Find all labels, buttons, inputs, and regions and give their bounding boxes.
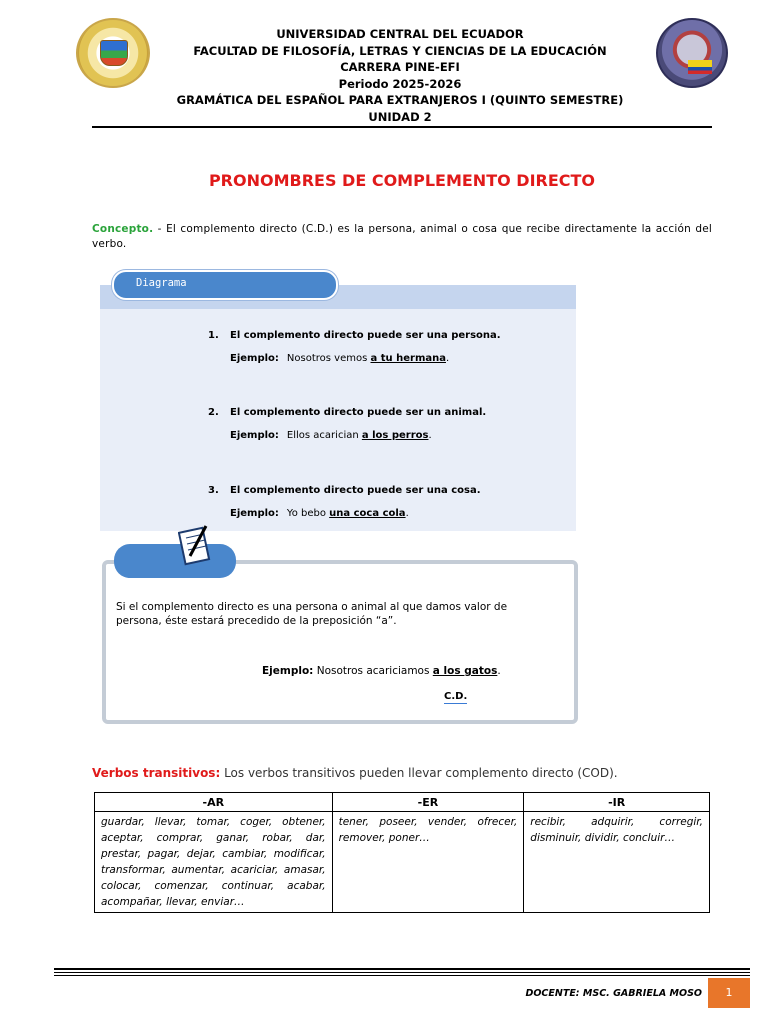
diagram-label: Diagrama [112, 270, 338, 300]
concept-text: - El complemento directo (C.D.) es la persona, animal o cosa que recibe directamente la acción del verbo. [92, 223, 712, 250]
example-label: Ejemplo: [230, 508, 279, 519]
verbs-description: Los verbos transitivos pueden llevar complemento directo (COD). [220, 766, 618, 780]
note-label-pill [114, 544, 236, 578]
example-end: . [428, 430, 432, 441]
example-text: Ellos acarician [286, 430, 362, 441]
header-divider [92, 126, 712, 128]
footer-divider [54, 975, 750, 976]
item-number: 2. [208, 407, 219, 418]
header-line: GRAMÁTICA DEL ESPAÑOL PARA EXTRANJEROS I (QUINTO SEMESTRE) [176, 93, 624, 107]
page-number: 1 [708, 978, 750, 1008]
table-cell: guardar, llevar, tomar, coger, obtener, aceptar, comprar, ganar, robar, dar, prestar, pagar, dejar, cambiar, modificar, transformar, aumentar, acariciar, amasar, colocar, comenzar, continuar, acabar, acompañar, llevar, enviar… [95, 812, 333, 913]
university-seal-logo [76, 18, 150, 88]
item-example [230, 353, 449, 364]
verbs-label: Verbos transitivos: [92, 766, 221, 780]
direct-object: a tu hermana [370, 353, 446, 364]
cd-annotation: C.D. [444, 691, 468, 702]
column-header: -ER [332, 793, 524, 812]
footer-divider [54, 972, 750, 973]
program-seal-logo [656, 18, 728, 88]
item-example [230, 430, 432, 441]
table-cell: tener, poseer, vender, ofrecer, remover, poner… [332, 812, 524, 913]
example-label: Ejemplo: [230, 430, 279, 441]
transitive-verbs-heading [92, 766, 712, 780]
example-end: . [405, 508, 409, 519]
column-header: -AR [95, 793, 333, 812]
note-example [262, 665, 501, 677]
item-example [230, 508, 409, 519]
document-header [160, 26, 640, 125]
item-text: El complemento directo puede ser un animal. [230, 407, 487, 418]
example-end: . [497, 665, 501, 677]
header-line: UNIDAD 2 [368, 109, 432, 124]
item-text: El complemento directo puede ser una cosa. [230, 485, 481, 496]
verbs-table [94, 792, 710, 913]
notepad-pencil-icon [178, 524, 212, 566]
note-text: Si el complemento directo es una persona o animal al que damos valor de persona, éste estará precedido de la preposición “a”. [116, 601, 508, 627]
column-header: -IR [524, 793, 710, 812]
example-text: Nosotros vemos [286, 353, 371, 364]
table-row [95, 812, 710, 913]
header-line: CARRERA PINE-EFI [340, 60, 460, 74]
table-cell: recibir, adquirir, corregir, disminuir, dividir, concluir… [524, 812, 710, 913]
footer-teacher: DOCENTE: MSC. GABRIELA MOSO [525, 988, 702, 999]
header-line: Periodo 2025-2026 [338, 76, 462, 91]
example-text: Yo bebo [286, 508, 330, 519]
item-text: El complemento directo puede ser una persona. [230, 330, 501, 341]
concept-paragraph [92, 222, 712, 252]
direct-object: una coca cola [329, 508, 406, 519]
item-number: 1. [208, 330, 219, 341]
direct-object: a los gatos [432, 665, 498, 677]
example-label: Ejemplo: [262, 665, 314, 677]
footer-divider [54, 968, 750, 970]
example-text: Nosotros acariciamos [313, 665, 433, 677]
item-number: 3. [208, 485, 219, 496]
header-line: FACULTAD DE FILOSOFÍA, LETRAS Y CIENCIAS DE LA EDUCACIÓN [193, 43, 607, 58]
table-header-row [95, 793, 710, 812]
page-title: PRONOMBRES DE COMPLEMENTO DIRECTO [208, 171, 596, 190]
concept-label: Concepto. [92, 223, 154, 235]
example-end: . [445, 353, 450, 364]
note-box [102, 560, 578, 724]
direct-object: a los perros [361, 430, 429, 441]
header-line: UNIVERSIDAD CENTRAL DEL ECUADOR [276, 27, 524, 41]
example-label: Ejemplo: [230, 353, 279, 364]
